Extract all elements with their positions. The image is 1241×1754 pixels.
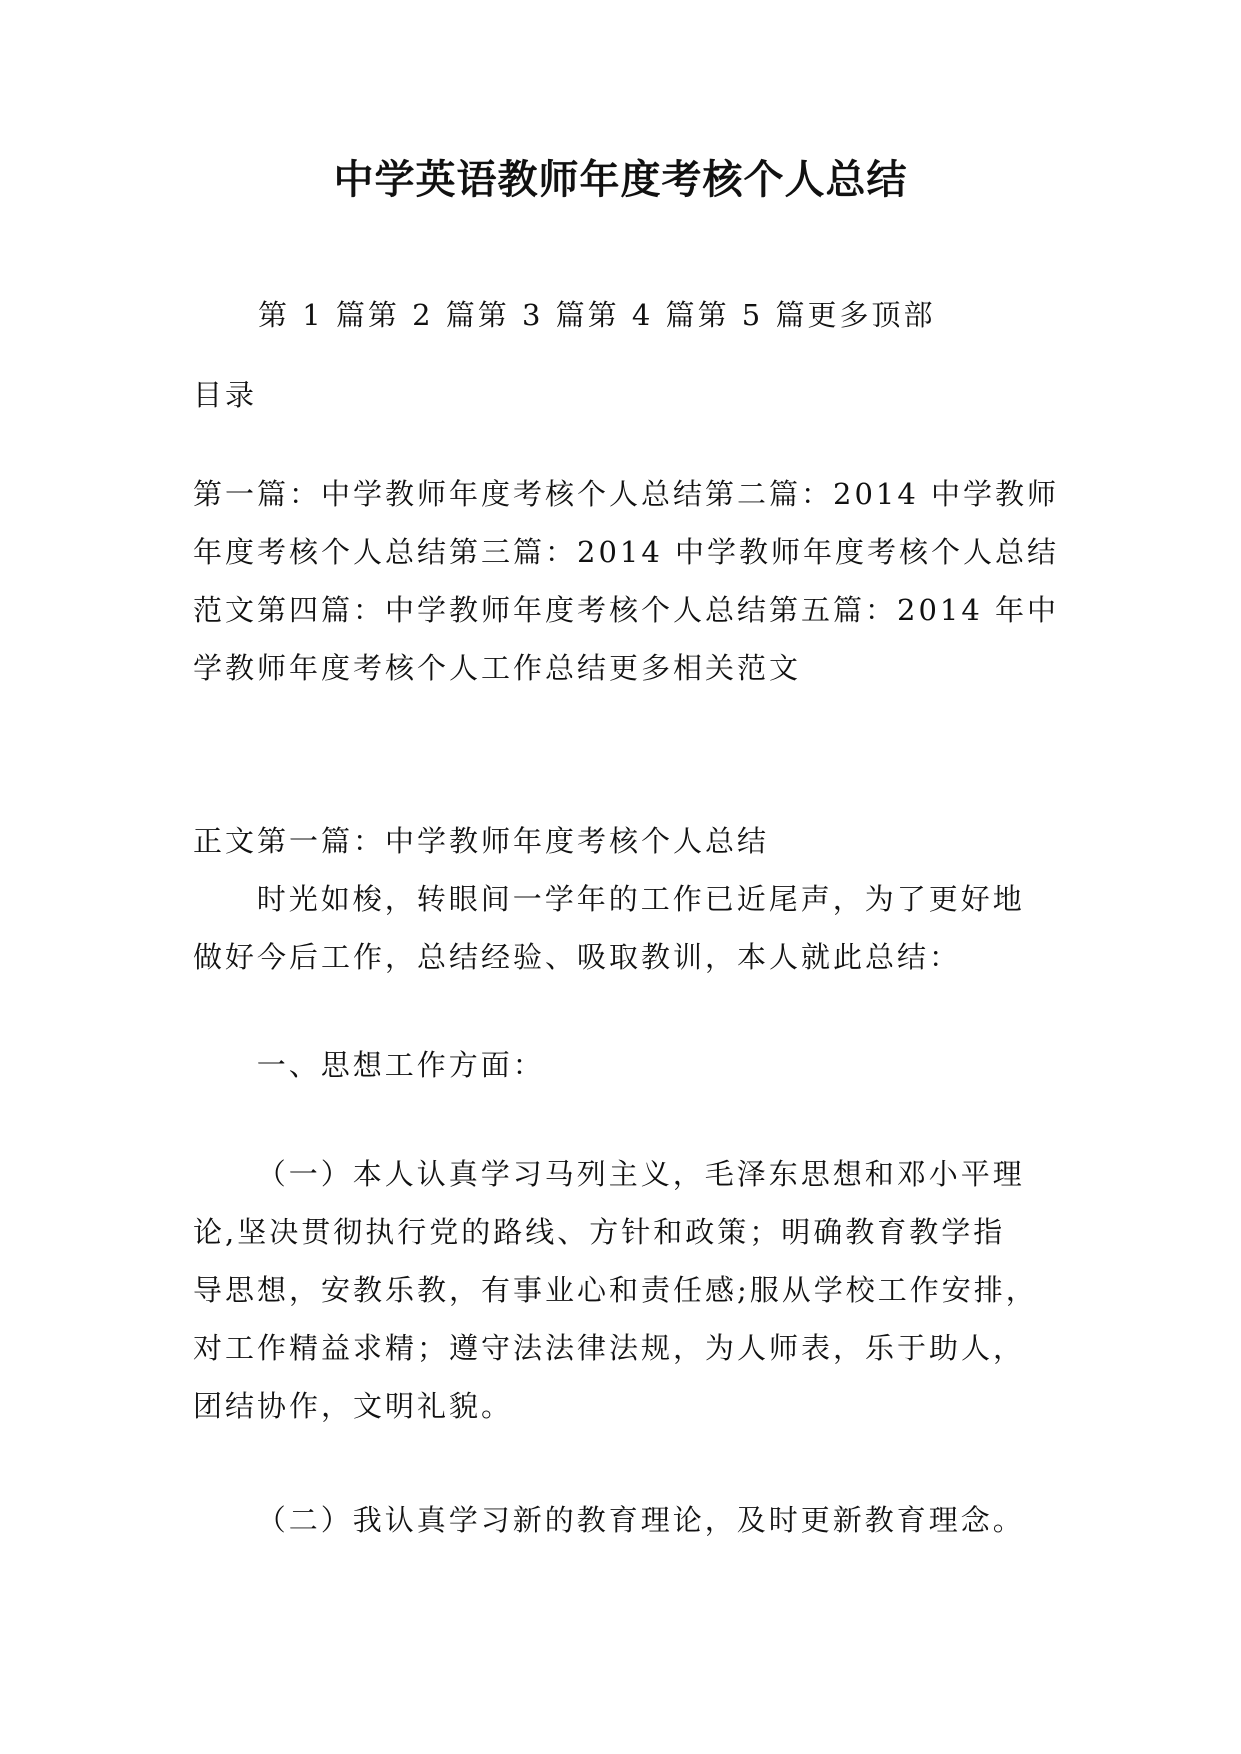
nav-link-article-5[interactable]: 第 5 篇	[697, 298, 808, 332]
nav-link-article-3[interactable]: 第 3 篇	[477, 298, 588, 332]
paragraph-line: 导思想，安教乐教，有事业心和责任感;服从学校工作安排，	[193, 1273, 1038, 1307]
intro-line: 做好今后工作，总结经验、吸取教训，本人就此总结：	[193, 940, 962, 974]
paragraph-2	[193, 1491, 1053, 1549]
paragraph-line: （一）本人认真学习马列主义，毛泽东思想和邓小平理	[256, 1157, 1025, 1191]
section-heading: 一、思想工作方面：	[256, 1048, 545, 1082]
nav-link-article-2[interactable]: 第 2 篇	[367, 298, 478, 332]
nav-link-more[interactable]: 更多	[807, 298, 872, 332]
toc-heading: 目录	[193, 378, 258, 412]
paragraph-line: 对工作精益求精；遵守法法律法规，为人师表，乐于助人，	[193, 1331, 1026, 1365]
toc-line: 范文第四篇：中学教师年度考核个人总结第五篇：2014 年中	[193, 593, 1060, 627]
nav-link-top[interactable]: 顶部	[871, 298, 936, 332]
nav-link-article-1[interactable]: 第 1 篇	[258, 298, 368, 332]
paragraph-1	[193, 1145, 1053, 1435]
body-heading: 正文第一篇：中学教师年度考核个人总结	[193, 824, 770, 858]
document-title: 中学英语教师年度考核个人总结	[333, 157, 908, 203]
toc-paragraph	[193, 465, 1060, 697]
toc-line: 第一篇：中学教师年度考核个人总结第二篇：2014 中学教师	[193, 477, 1060, 511]
paragraph-line: 论,坚决贯彻执行党的路线、方针和政策；明确教育教学指	[193, 1215, 1006, 1249]
intro-line: 时光如梭，转眼间一学年的工作已近尾声，为了更好地	[256, 882, 1025, 916]
toc-line: 学教师年度考核个人工作总结更多相关范文	[193, 651, 802, 685]
paragraph-line: （二）我认真学习新的教育理论，及时更新教育理念。	[256, 1503, 1025, 1537]
nav-link-article-4[interactable]: 第 4 篇	[587, 298, 698, 332]
paragraph-line: 团结协作，文明礼貌。	[193, 1389, 514, 1423]
toc-line: 年度考核个人总结第三篇：2014 中学教师年度考核个人总结	[193, 535, 1060, 569]
article-nav	[258, 293, 935, 337]
intro-paragraph	[193, 870, 1053, 986]
